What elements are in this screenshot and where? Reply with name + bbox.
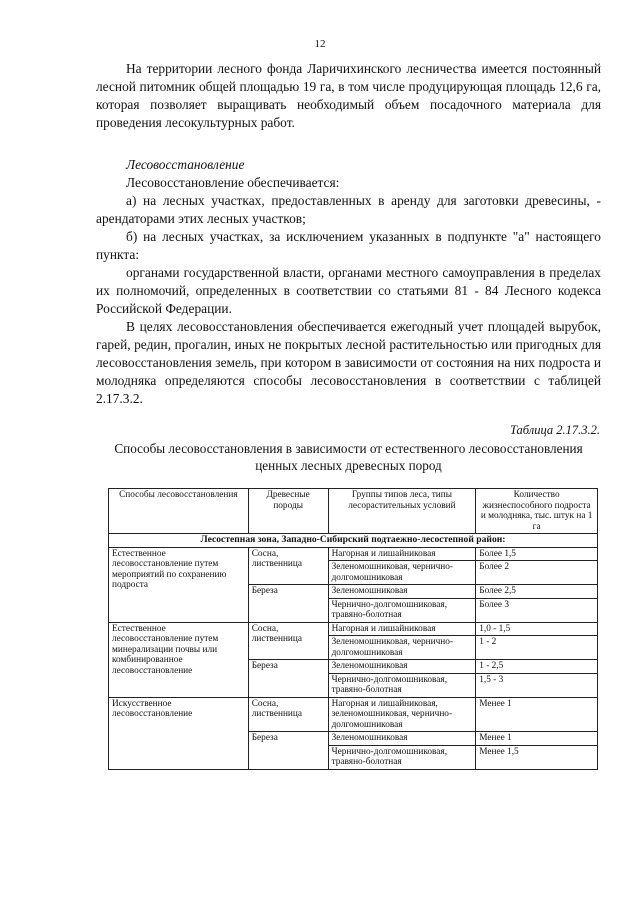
column-header: Способы лесовосстановления — [109, 489, 249, 534]
amount-cell: Менее 1 — [476, 732, 598, 746]
paragraph: На территории лесного фонда Ларичихинского лесничества имеется постоянный лесной питомник общей площадью 19 га, в том числе продуцирующая площадь 12,6 га, которая позволяет выращивать необходимый объем посадочного материала для проведения лесокультурных работ. — [96, 61, 601, 130]
column-header: Древесные породы — [248, 489, 328, 534]
group-cell: Зеленомошниковая, чернично-долгомошниковая — [328, 636, 476, 660]
body-text — [96, 60, 601, 408]
table-title: Способы лесовосстановления в зависимости от естественного лесовосстановления ценных лесных древесных пород — [114, 441, 583, 473]
method-cell: Естественное лесовосстановление путем мероприятий по сохранению подроста — [109, 547, 249, 622]
group-cell: Зеленомошниковая — [328, 585, 476, 599]
column-header: Количество жизнеспособного подроста и молодняка, тыс. штук на 1 га — [476, 489, 598, 534]
amount-cell: 1,5 - 3 — [476, 673, 598, 697]
paragraph: органами государственной власти, органами местного самоуправления в пределах их полномочий, определенных в соответствии со статьями 81 - 84 Лесного кодекса Российской Федерации. — [96, 265, 601, 316]
amount-cell: Менее 1,5 — [476, 745, 598, 769]
group-cell: Чернично-долгомошниковая, травяно-болотная — [328, 745, 476, 769]
group-cell: Нагорная и лишайниковая — [328, 622, 476, 636]
group-cell: Нагорная и лишайниковая — [328, 547, 476, 561]
amount-cell: 1 - 2 — [476, 636, 598, 660]
table-header-row — [109, 489, 598, 534]
paragraph: В целях лесовосстановления обеспечивается ежегодный учет площадей вырубок, гарей, редин, прогалин, иных не покрытых лесной растительностью или пригодных для лесовосстановления земель, при котором в зависимости от состояния на них подроста и молодняка определяются способы лесовосстановления в соответствии с таблицей 2.17.3.2. — [96, 319, 601, 406]
species-cell: Береза — [248, 732, 328, 770]
species-cell: Сосна, лиственница — [248, 622, 328, 660]
table-row — [109, 697, 598, 732]
amount-cell: Более 3 — [476, 598, 598, 622]
group-cell: Чернично-долгомошниковая, травяно-болотная — [328, 598, 476, 622]
amount-cell: 1,0 - 1,5 — [476, 622, 598, 636]
column-header: Группы типов леса, типы лесорастительных условий — [328, 489, 476, 534]
species-cell: Сосна, лиственница — [248, 547, 328, 585]
paragraph: б) на лесных участках, за исключением указанных в подпункте "а" настоящего пункта: — [96, 229, 601, 262]
table-row — [109, 622, 598, 636]
paragraph: а) на лесных участках, предоставленных в аренду для заготовки древесины, - арендаторами этих лесных участков; — [96, 193, 601, 226]
method-cell: Естественное лесовосстановление путем минерализации почвы или комбинированное лесовосстановление — [109, 622, 249, 697]
zone-row — [109, 534, 598, 548]
method-cell: Искусственное лесовосстановление — [109, 697, 249, 769]
amount-cell: Более 2 — [476, 561, 598, 585]
group-cell: Чернично-долгомошниковая, травяно-болотная — [328, 673, 476, 697]
group-cell: Зеленомошниковая — [328, 660, 476, 674]
species-cell: Береза — [248, 660, 328, 698]
species-cell: Сосна, лиственница — [248, 697, 328, 732]
amount-cell: Менее 1 — [476, 697, 598, 732]
amount-cell: 1 - 2,5 — [476, 660, 598, 674]
group-cell: Зеленомошниковая, чернично-долгомошниковая — [328, 561, 476, 585]
page-number: 12 — [314, 38, 326, 50]
amount-cell: Более 1,5 — [476, 547, 598, 561]
table-caption: Таблица 2.17.3.2. — [510, 423, 600, 437]
group-cell: Нагорная и лишайниковая, зеленомошниковая, чернично-долгомошниковая — [328, 697, 476, 732]
paragraph: Лесовосстановление обеспечивается: — [126, 175, 340, 190]
species-cell: Береза — [248, 585, 328, 623]
reforestation-table — [108, 488, 598, 770]
group-cell: Зеленомошниковая — [328, 732, 476, 746]
section-heading: Лесовосстановление — [126, 157, 245, 172]
table-row — [109, 547, 598, 561]
zone-cell: Лесостепная зона, Западно-Сибирский подтаежно-лесостепной район: — [109, 534, 598, 548]
amount-cell: Более 2,5 — [476, 585, 598, 599]
